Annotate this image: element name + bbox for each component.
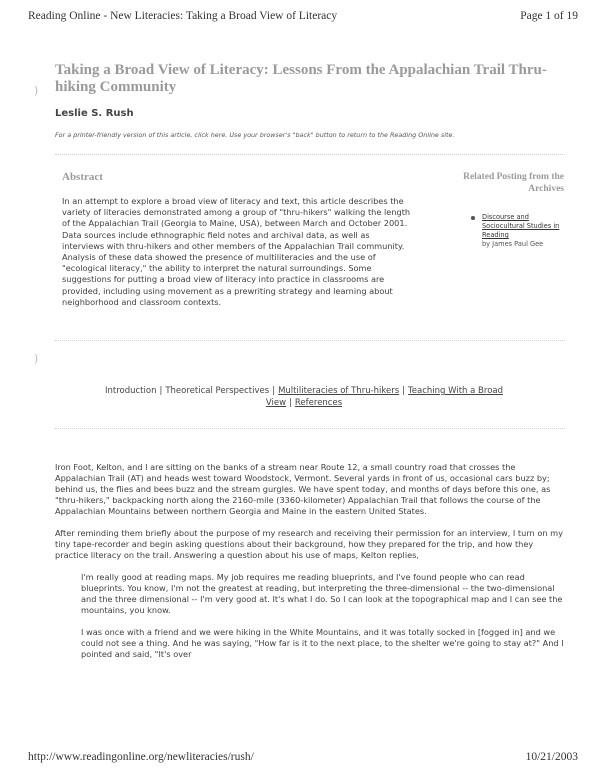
footer-date: 10/21/2003 (525, 751, 578, 763)
abstract-text: In an attempt to explore a broad view of literacy and text, this article describes the variety of literacies demonstrated among a group of "thru-hikers" walking the length of the Appalachian Trail (Georgia to Maine, USA), between March and October 2001. Data sources include ethnographic field notes and archival data, as well as interviews with thru-hikers and other members of the Appalachian Trail community. Analysis of these data showed the presence of multiliteracies and the use of "ecological literacy," the ability to interpret the natural surroundings. Some suggestions for putting a broad view of literacy into practice in classrooms are provided, including using movement as a prewriting strategy and learning about neighborhood and classroom contexts. (62, 196, 411, 307)
article-body (55, 462, 565, 671)
nav-references[interactable]: References (294, 398, 343, 408)
margin-mark: ) (34, 352, 39, 365)
divider (55, 154, 565, 155)
page-header (28, 10, 578, 22)
print-version-note[interactable]: For a printer-friendly version of this article, click here. Use your browser's "back" button to return to the Reading Online site. (55, 131, 455, 139)
nav-introduction[interactable]: Introduction (104, 386, 157, 396)
nav-theoretical-perspectives[interactable]: Theoretical Perspectives (165, 386, 270, 396)
body-paragraph-2: After reminding them briefly about the purpose of my research and receiving their permission for an interview, I turn on my tiny tape-recorder and begin asking questions about their background, how they prepared for the trip, and how they practice literacy on the trail. Answering a question about his use of maps, Kelton replies, (55, 528, 563, 560)
related-author: by James Paul Gee (482, 240, 544, 248)
header-title: Reading Online - New Literacies: Taking a Broad View of Literacy (28, 10, 338, 22)
related-item (470, 213, 566, 249)
divider (55, 428, 565, 429)
margin-mark: ) (34, 84, 39, 97)
divider (55, 340, 565, 341)
page-number: Page 1 of 19 (520, 10, 578, 22)
related-heading: Related Posting from the Archives (463, 172, 564, 194)
page-footer (28, 751, 578, 763)
interview-quote-1: I'm really good at reading maps. My job requires me reading blueprints, and I've found people who can read blueprints. You know, I'm not the greatest at reading, but interpreting the three-dimensional -- the two-dimensional and the three dimensional -- I'm very good at. It's what I do. So I can look at the topographical map and I can see the mountains, you know. (81, 572, 563, 615)
nav-separator: | (402, 386, 406, 396)
nav-teaching-broad-view[interactable]: Teaching With a Broad View (265, 386, 503, 408)
article-author: Leslie S. Rush (55, 108, 134, 119)
nav-separator: | (159, 386, 163, 396)
article-title: Taking a Broad View of Literacy: Lessons From the Appalachian Trail Thru-hiking Community (55, 62, 547, 95)
related-link[interactable]: Discourse and Sociocultural Studies in Reading (482, 213, 560, 239)
abstract-heading: Abstract (62, 171, 103, 183)
related-list (470, 213, 566, 249)
nav-multiliteracies[interactable]: Multiliteracies of Thru-hikers (278, 386, 400, 396)
section-nav (66, 385, 542, 409)
interview-quote-2: I was once with a friend and we were hiking in the White Mountains, and it was totally socked in [fogged in] and we could not see a thing. And he was saying, "How far is it to the next place, to the shelter we're going to stay at?" And I pointed and said, "It's over (81, 627, 564, 659)
nav-separator: | (272, 386, 276, 396)
body-paragraph-1: Iron Foot, Kelton, and I are sitting on the banks of a stream near Route 12, a small country road that crosses the Appalachian Trail (AT) and heads west toward Woodstock, Vermont. Several yards in front of us, occasional cars buzz by; behind us, the flies and bees buzz and the stream gurgles. We have spent today, and months of days before this one, as "thru-hikers," backpacking north along the 2160-mile (3360-kilometer) Appalachian Trail that follows the course of the Appalachian Mountains between northern Georgia and Maine in the eastern United States. (55, 462, 551, 516)
footer-url: http://www.readingonline.org/newliteracies/rush/ (28, 751, 254, 763)
nav-separator: | (289, 398, 292, 408)
